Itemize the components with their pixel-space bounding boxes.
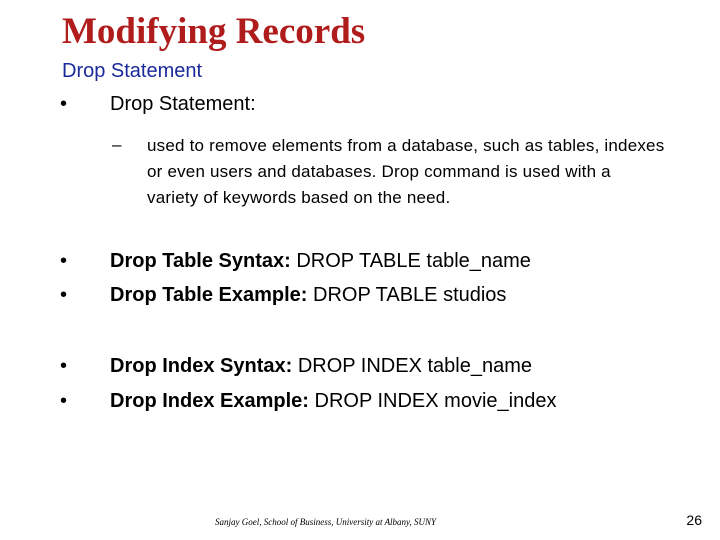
bullet-icon: • — [60, 250, 68, 272]
bullet-label: Drop Statement: — [110, 93, 256, 115]
bullet-value: DROP TABLE studios — [313, 284, 507, 306]
bullet-text — [110, 355, 532, 378]
bullet-icon: • — [60, 355, 68, 377]
slide-title: Modifying Records — [62, 11, 366, 52]
slide-subtitle: Drop Statement — [62, 60, 203, 82]
sub-bullet-text: used to remove elements from a database, such as tables, indexes or even users and databases. Drop command is used with a variety of keywords based on the need. — [147, 136, 665, 207]
bullet-icon: • — [60, 93, 68, 115]
bullet-icon: • — [60, 390, 68, 412]
bullet-icon: • — [60, 284, 68, 306]
bullet-value: DROP TABLE table_name — [296, 250, 531, 272]
dash-icon: – — [112, 135, 122, 154]
bullet-text — [110, 284, 506, 307]
bullet-value: DROP INDEX movie_index — [314, 390, 557, 412]
bullet-label: Drop Table Example: — [110, 284, 308, 306]
bullet-label: Drop Table Syntax: — [110, 250, 291, 272]
bullet-label: Drop Index Example: — [110, 390, 309, 412]
page-number: 26 — [686, 512, 702, 528]
footer-credit: Sanjay Goel, School of Business, University at Albany, SUNY — [215, 517, 437, 527]
bullet-value: DROP INDEX table_name — [297, 355, 533, 377]
bullet-label: Drop Index Syntax: — [110, 355, 293, 377]
bullet-text — [110, 390, 556, 413]
bullet-text — [110, 250, 531, 273]
